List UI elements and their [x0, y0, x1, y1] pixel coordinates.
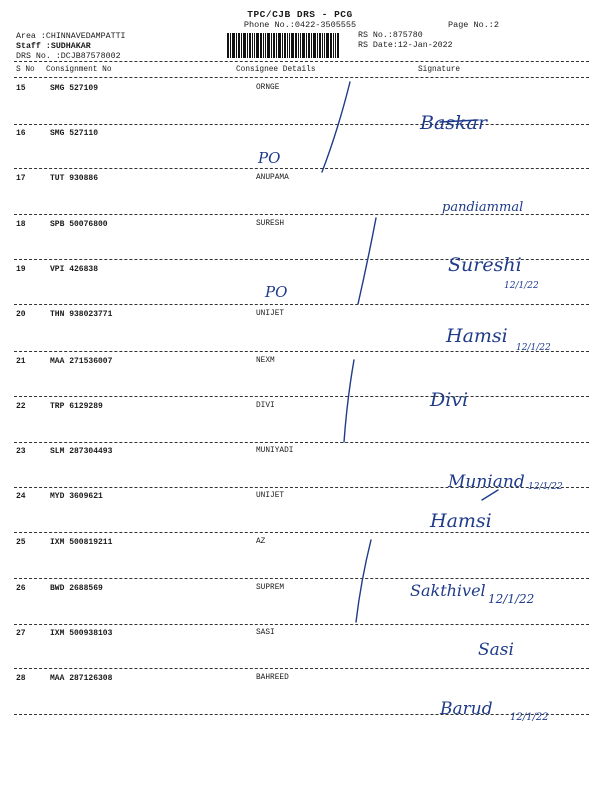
row-sno: 18: [16, 220, 26, 229]
row-consignment: IXM 500938103: [50, 629, 113, 638]
row-divider: [14, 714, 589, 715]
row-consignment: MAA 287126308: [50, 674, 113, 683]
header-rule-bottom: [14, 77, 589, 78]
row-divider: [14, 351, 589, 352]
barcode: [227, 33, 339, 58]
row-sno: 26: [16, 584, 26, 593]
row-sno: 27: [16, 629, 26, 638]
row-consignment: IXM 500819211: [50, 538, 113, 547]
underline-stroke: [482, 490, 498, 500]
row-divider: [14, 124, 589, 125]
row-sno: 21: [16, 357, 26, 366]
header-left-block: [16, 32, 126, 62]
row-divider: [14, 259, 589, 260]
row-consignee: NEXM: [256, 357, 275, 365]
drs-number-field: DRS No. :DCJB87578002: [16, 52, 121, 61]
staff-field: Staff :SUDHAKAR: [16, 42, 91, 51]
row-divider: [14, 214, 589, 215]
po-mark: PO: [265, 283, 288, 301]
row-divider: [14, 396, 589, 397]
row-consignment: THN 938023771: [50, 310, 113, 319]
row-consignee: SASI: [256, 629, 275, 637]
signature-date: 12/1/22: [510, 712, 549, 723]
header-rule-top: [14, 61, 589, 62]
rs-date-field: RS Date:12-Jan-2022: [358, 41, 453, 50]
row-consignment: BWD 2688569: [50, 584, 103, 593]
row-sno: 25: [16, 538, 26, 547]
signature-date: 12/1/22: [488, 592, 535, 606]
row-consignee: MUNIYADI: [256, 447, 294, 455]
underline-stroke: [440, 120, 478, 122]
row-divider: [14, 532, 589, 533]
page-number: Page No.:2: [448, 20, 500, 30]
row-consignment: SMG 527109: [50, 84, 99, 93]
row-divider: [14, 624, 589, 625]
row-sno: 17: [16, 174, 26, 183]
row-divider: [14, 304, 589, 305]
header-right-block: [358, 31, 453, 51]
sheet-title: TPC/CJB DRS - PCG: [247, 9, 353, 20]
row-consignee: UNIJET: [256, 492, 285, 500]
row-consignee: UNIJET: [256, 310, 285, 318]
row-sno: 24: [16, 492, 26, 501]
signature: Divi: [430, 389, 469, 411]
row-sno: 19: [16, 265, 26, 274]
row-divider: [14, 487, 589, 488]
row-divider: [14, 168, 589, 169]
row-consignee: DIVI: [256, 402, 275, 410]
col-header-consignee: Consignee Details: [236, 66, 316, 74]
phone-number: Phone No.:0422-3505555: [243, 20, 357, 30]
signature-date: 12/1/22: [528, 482, 563, 492]
row-consignment: SPB 50076800: [50, 220, 108, 229]
bracket-stroke: [356, 540, 371, 622]
row-consignment: SMG 527110: [50, 129, 99, 138]
row-consignment: TUT 930886: [50, 174, 99, 183]
signature: Hamsi: [446, 325, 508, 347]
signature-date: 12/1/22: [504, 281, 539, 291]
col-header-signature: Signature: [418, 66, 461, 74]
row-consignee: AZ: [256, 538, 266, 546]
row-sno: 23: [16, 447, 26, 456]
row-consignee: ORNGE: [256, 84, 280, 92]
row-consignment: VPI 426838: [50, 265, 99, 274]
signature: pandiammal: [442, 200, 524, 215]
row-sno: 20: [16, 310, 26, 319]
row-sno: 28: [16, 674, 26, 683]
signature: Sasi: [478, 640, 514, 660]
col-header-sno: S No: [16, 66, 35, 74]
signature: Baskar: [420, 112, 487, 134]
row-consignment: SLM 287304493: [50, 447, 113, 456]
row-divider: [14, 578, 589, 579]
rs-number-field: RS No.:875780: [358, 31, 423, 40]
signature-date: 12/1/22: [516, 343, 551, 353]
area-field: Area :CHINNAVEDAMPATTI: [16, 32, 126, 41]
signature: Sakthivel: [410, 581, 486, 600]
bracket-stroke: [322, 82, 350, 172]
row-sno: 16: [16, 129, 26, 138]
row-divider: [14, 442, 589, 443]
bracket-stroke: [358, 218, 376, 304]
row-sno: 22: [16, 402, 26, 411]
col-header-consignment: Consignment No: [46, 66, 112, 74]
signature: Muniand: [448, 472, 525, 492]
signature: Hamsi: [430, 510, 492, 532]
po-mark: PO: [258, 149, 281, 167]
row-consignee: SUPREM: [256, 584, 285, 592]
row-divider: [14, 668, 589, 669]
row-consignment: MAA 271536007: [50, 357, 113, 366]
signature: Sureshi: [448, 254, 522, 276]
row-consignee: SURESH: [256, 220, 285, 228]
row-consignee: ANUPAMA: [256, 174, 289, 182]
row-consignment: MYD 3609621: [50, 492, 103, 501]
row-consignment: TRP 6129289: [50, 402, 103, 411]
row-sno: 15: [16, 84, 26, 93]
signature: Barud: [440, 699, 493, 719]
row-consignee: BAHREED: [256, 674, 289, 682]
bracket-stroke: [344, 360, 354, 442]
